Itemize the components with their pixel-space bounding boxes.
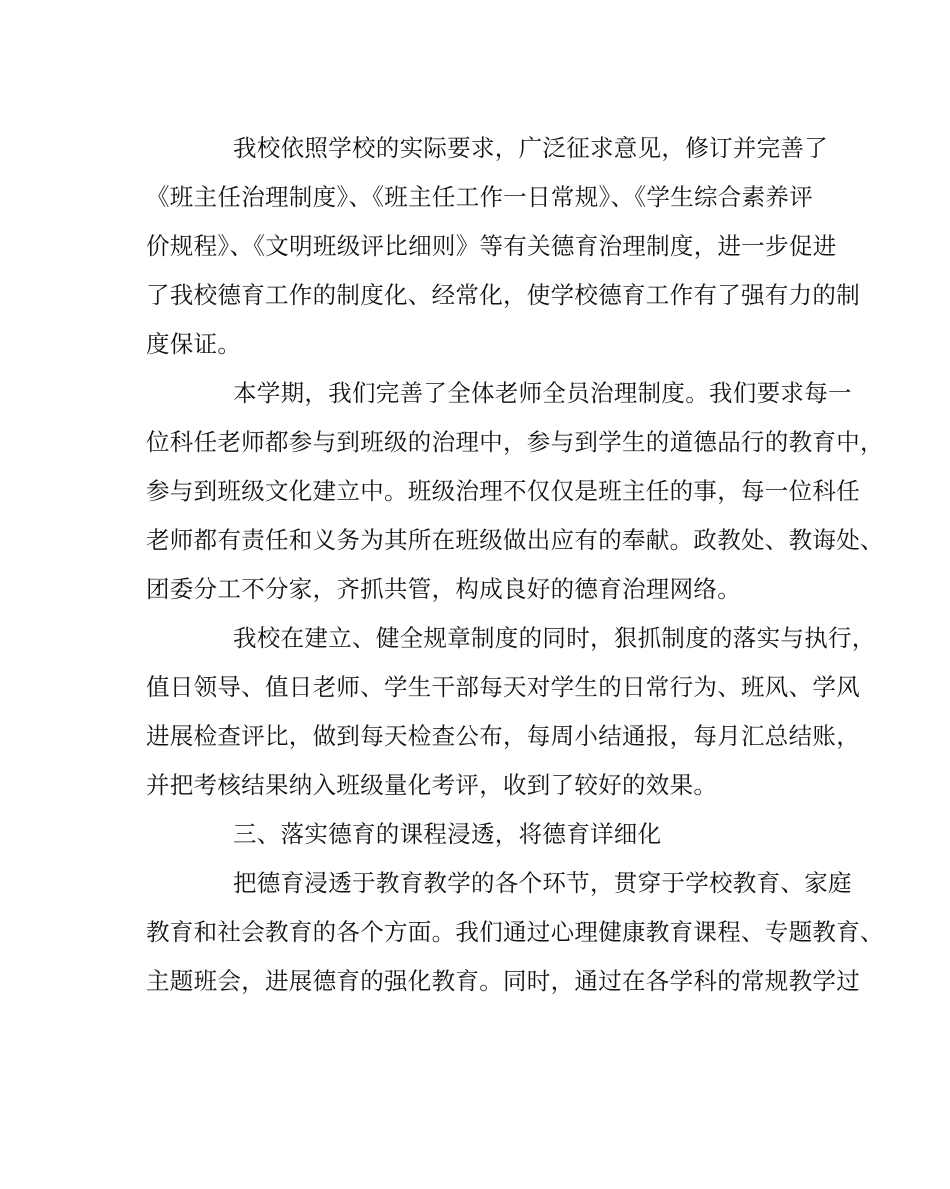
paragraph-line: 我校在建立、健全规章制度的同时，狠抓制度的落实与执行， xyxy=(233,624,876,652)
paragraph-line: 价规程》、《文明班级评比细则》等有关德育治理制度，进一步促进 xyxy=(146,232,837,260)
paragraph-line: 并把考核结果纳入班级量化考评，收到了较好的效果。 xyxy=(146,771,718,799)
paragraph-line: 值日领导、值日老师、学生干部每天对学生的日常行为、班风、学风 xyxy=(146,673,860,701)
paragraph-line: 把德育浸透于教育教学的各个环节，贯穿于学校教育、家庭 xyxy=(233,869,852,897)
paragraph-line: 老师都有责任和义务为其所在班级做出应有的奉献。政教处、教诲处、 xyxy=(146,526,884,554)
paragraph-line: 《班主任治理制度》、《班主任工作一日常规》、《学生综合素养评 xyxy=(146,183,813,211)
section-heading: 三、落实德育的课程浸透，将德育详细化 xyxy=(233,820,662,848)
paragraph-line: 主题班会，进展德育的强化教育。同时，通过在各学科的常规教学过 xyxy=(146,967,860,995)
paragraph-line: 度保证。 xyxy=(146,330,242,358)
paragraph-line: 进展检查评比，做到每天检查公布，每周小结通报，每月汇总结账， xyxy=(146,722,860,750)
paragraph-line: 我校依照学校的实际要求，广泛征求意见，修订并完善了 xyxy=(233,134,828,162)
paragraph-line: 团委分工不分家，齐抓共管，构成良好的德育治理网络。 xyxy=(146,575,741,603)
paragraph-line: 教育和社会教育的各个方面。我们通过心理健康教育课程、专题教育、 xyxy=(146,918,884,946)
paragraph-line: 了我校德育工作的制度化、经常化，使学校德育工作有了强有力的制 xyxy=(146,281,860,309)
paragraph-line: 参与到班级文化建立中。班级治理不仅仅是班主任的事，每一位科任 xyxy=(146,477,860,505)
paragraph-line: 位科任老师都参与到班级的治理中，参与到学生的道德品行的教育中， xyxy=(146,428,884,456)
paragraph-line: 本学期，我们完善了全体老师全员治理制度。我们要求每一 xyxy=(233,379,852,407)
